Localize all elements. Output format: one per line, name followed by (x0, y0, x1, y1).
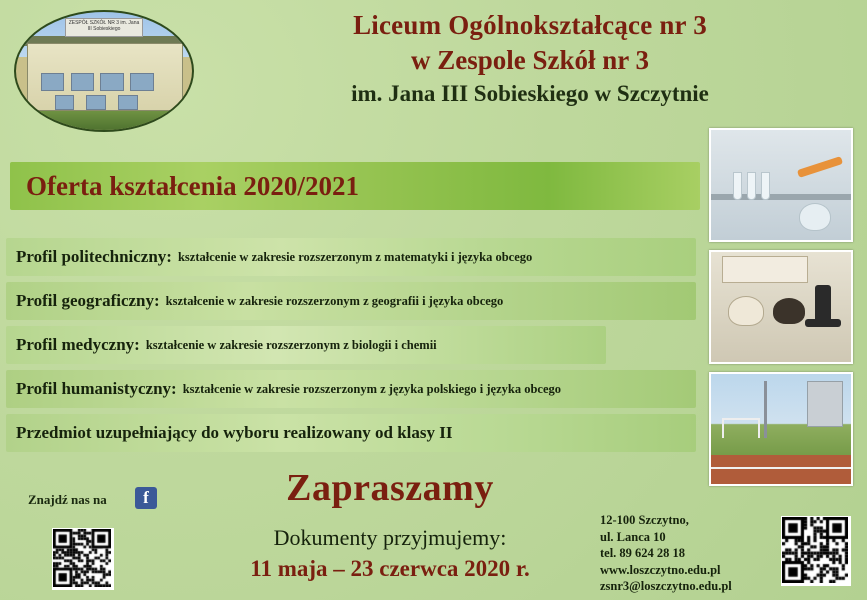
title-line-3: im. Jana III Sobieskiego w Szczytnie (351, 81, 709, 107)
lab-shelf (711, 194, 851, 200)
documents-label: Dokumenty przyjmujemy: (273, 525, 507, 550)
profile-label: Profil politechniczny: (16, 247, 172, 266)
title-line-2: w Zespole Szkół nr 3 (410, 44, 650, 75)
poster-title (205, 8, 855, 109)
photo-lawn (16, 111, 192, 130)
photo-window (86, 95, 106, 110)
profile-label: Profil geograficzny: (16, 291, 160, 310)
photo-window (71, 73, 94, 90)
qr-code-facebook[interactable] (52, 528, 114, 590)
profile-row-geograficzny (6, 282, 696, 320)
photo-biology-lab (709, 250, 853, 364)
photo-window (55, 95, 75, 110)
application-dates: 11 maja – 23 czerwca 2020 r. (250, 556, 530, 581)
field-track-line (711, 467, 851, 469)
bio-microscope (815, 285, 831, 327)
invitation-heading: Zapraszamy (286, 467, 494, 509)
contact-website[interactable]: www.loszczytno.edu.pl (600, 562, 721, 577)
photo-window (100, 73, 123, 90)
lab-test-tube (761, 172, 770, 200)
lab-orange-tube (796, 156, 842, 178)
photo-sports-field (709, 372, 853, 486)
find-us-label: Znajdź nas na (28, 492, 107, 507)
profile-label: Profil medyczny: (16, 335, 140, 354)
lab-test-tube (733, 172, 742, 200)
field-running-track (711, 455, 851, 484)
field-goal (722, 418, 760, 438)
contact-address-street: ul. Lanca 10 (600, 529, 666, 544)
contact-block (600, 512, 732, 595)
photo-window (130, 73, 153, 90)
lab-test-tube (747, 172, 756, 200)
profile-label: Przedmiot uzupełniający do wyboru realizowany od klasy II (16, 423, 453, 442)
offer-banner (10, 162, 700, 210)
profile-description: kształcenie w zakresie rozszerzonym z języka polskiego i języka obcego (182, 381, 561, 396)
title-line-1: Liceum Ogólnokształcące nr 3 (353, 10, 707, 40)
photo-chemistry-lab (709, 128, 853, 242)
qr-code-website[interactable] (781, 516, 851, 586)
profile-description: kształcenie w zakresie rozszerzonym z geografii i języka obcego (165, 293, 504, 308)
lab-flask (799, 203, 831, 231)
contact-phone: tel. 89 624 28 18 (600, 546, 686, 560)
profile-description: kształcenie w zakresie rozszerzonym z matematyki i języka obcego (177, 249, 533, 264)
profile-label: Profil humanistyczny: (16, 379, 177, 398)
profile-row-humanistyczny (6, 370, 696, 408)
photo-school-sign: ZESPÓŁ SZKÓŁ NR 3 im. Jana III Sobieskiego (65, 18, 142, 37)
profile-description: kształcenie w zakresie rozszerzonym z biologii i chemii (145, 337, 437, 352)
facebook-icon[interactable]: f (135, 487, 157, 509)
contact-address-city: 12-100 Szczytno, (600, 513, 689, 527)
bio-wall-board (722, 256, 808, 282)
offer-heading: Oferta kształcenia 2020/2021 (26, 170, 359, 201)
profile-row-politechniczny (6, 238, 696, 276)
bio-skull-model-dark (773, 298, 805, 324)
school-building-photo (14, 10, 194, 132)
contact-email[interactable]: zsnr3@loszczytno.edu.pl (600, 579, 732, 593)
photo-window (118, 95, 138, 110)
photo-window (41, 73, 64, 90)
profile-row-medyczny (6, 326, 606, 364)
bio-skull-model (728, 296, 764, 326)
field-light-pole (764, 381, 767, 438)
field-building (807, 381, 843, 427)
profile-row-przedmiot-uzupelniajacy (6, 414, 696, 452)
